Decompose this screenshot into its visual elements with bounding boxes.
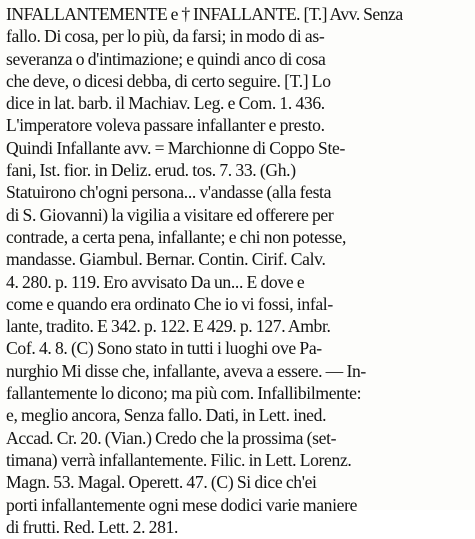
entry-line: dice in lat. barb. il Machiav. Leg. e Com. 1. 436. — [6, 93, 325, 114]
entry-line: Statuirono ch'ogni persona... v'andasse (alla festa — [6, 182, 332, 203]
entry-line: Accad. Cr. 20. (Vian.) Credo che la prossima (set- — [6, 427, 337, 448]
entry-line: fallo. Di cosa, per lo più, da farsi; in modo di as- — [6, 26, 325, 47]
entry-line: che deve, o dicesi debba, di certo seguire. [T.] Lo — [6, 70, 331, 91]
dictionary-entry-infallantemente — [6, 3, 469, 539]
entry-line: e, meglio ancora, Senza fallo. Dati, in Lett. ined. — [6, 405, 327, 426]
entry-line: di frutti. Red. Lett. 2. 281. — [6, 516, 179, 537]
entry-line: L'imperatore voleva passare infallanter e presto. — [6, 115, 325, 136]
entry-line: contrade, a certa pena, infallante; e chi non potesse, — [6, 226, 347, 247]
entry-line: Cof. 4. 8. (C) Sono stato in tutti i luoghi ove Pa- — [6, 338, 322, 359]
entry-line: mandasse. Giambul. Bernar. Contin. Cirif. Calv. — [6, 249, 326, 270]
entry-line: timana) verrà infallantemente. Filic. in Lett. Lorenz. — [6, 449, 352, 470]
entry-line: 4. 280. p. 119. Ero avvisato Da un... E dove e — [6, 271, 305, 292]
entry-line: lante, tradito. E 342. p. 122. E 429. p. 127. Ambr. — [6, 316, 331, 337]
entry-line: di S. Giovanni) la vigilia a visitare ed offerere per — [6, 204, 334, 225]
entry-line: fani, Ist. fior. in Deliz. erud. tos. 7. 33. (Gh.) — [6, 160, 296, 181]
entry-line: Quindi Infallante avv. = Marchionne di Coppo Ste- — [6, 137, 345, 158]
entry-line: porti infallantemente ogni mese dodici varie maniere — [6, 494, 358, 515]
entry-line: fallantemente lo dicono; ma più com. Infallibilmente: — [6, 383, 362, 404]
entry-line: nurghio Mi disse che, infallante, aveva a essere. — In- — [6, 360, 366, 381]
entry-line: come e quando era ordinato Che io vi fossi, infal- — [6, 293, 333, 314]
entry-line: severanza o d'intimazione; e quindi anco di cosa — [6, 48, 326, 69]
entry-line: Magn. 53. Magal. Operett. 47. (C) Si dice ch'ei — [6, 472, 317, 493]
entry-line: INFALLANTEMENTE e † INFALLANTE. [T.] Avv. Senza — [6, 4, 403, 24]
